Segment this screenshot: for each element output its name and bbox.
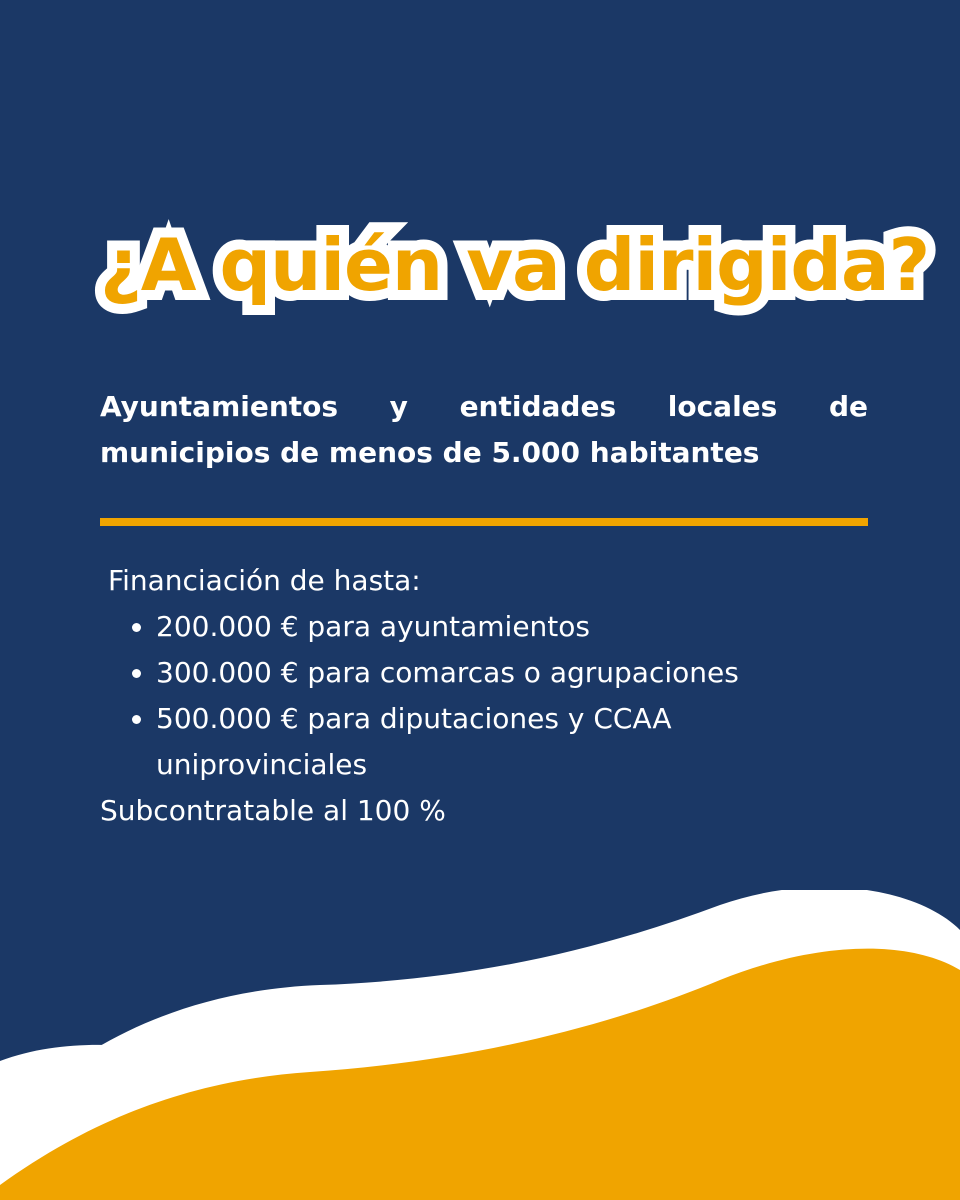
financing-intro: Financiación de hasta:: [108, 564, 421, 597]
list-item: • 500.000 € para diputaciones y CCAA uniprovinciales: [156, 696, 880, 788]
financing-list: [100, 604, 880, 788]
decorative-wave: [0, 890, 960, 1200]
list-item: • 200.000 € para ayuntamientos: [156, 604, 880, 650]
footer-note: Subcontratable al 100 %: [100, 794, 446, 827]
headline: ¿A quién va dirigida?: [100, 223, 930, 307]
financing-section: [100, 558, 880, 834]
target-audience: Ayuntamientos y entidades locales de municipios de menos de 5.000 habitantes: [100, 390, 868, 469]
list-item: • 300.000 € para comarcas o agrupaciones: [156, 650, 880, 696]
divider: [100, 518, 868, 526]
